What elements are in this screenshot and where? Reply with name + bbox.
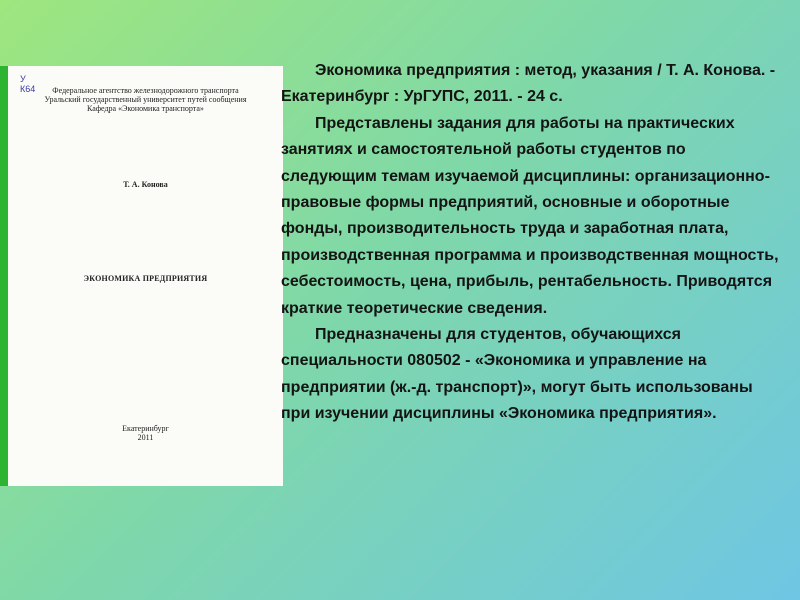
cover-footer	[8, 424, 283, 442]
cover-header	[8, 86, 283, 113]
cover-author: Т. А. Конова	[123, 180, 168, 189]
cover-handwritten-line: У	[20, 74, 26, 84]
cover-year: 2011	[137, 433, 154, 442]
cover-header-line: Кафедра «Экономика транспорта»	[87, 104, 204, 113]
summary-paragraph	[281, 111, 781, 322]
citation-paragraph	[281, 58, 781, 111]
cover-header-line: Уральский государственный университет путей сообщения	[44, 95, 247, 104]
book-cover-image	[8, 66, 283, 486]
cover-city: Екатеринбург	[122, 424, 169, 433]
citation-text: Экономика предприятия : метод, указания / Т. А. Конова. - Екатеринбург : УрГУПС, 2011. - 24 с.	[281, 62, 776, 106]
cover-handwritten-line: К64	[20, 84, 36, 94]
cover-header-line: Федеральное агентство железнодорожного транспорта	[52, 86, 239, 95]
description-text	[281, 58, 781, 428]
cover-title: ЭКОНОМИКА ПРЕДПРИЯТИЯ	[83, 274, 208, 283]
summary-text: Представлены задания для работы на практических занятиях и самостоятельной работы студентов по следующим темам изучаемой дисциплины: организационно-правовые формы предприятий, основные и оборотные фонды, производительность труда и заработная плата, производственная программа и производственная мощность, себестоимость, цена, прибыль, рентабельность. Приводятся краткие теоретические сведения.	[281, 114, 779, 317]
audience-text: Предназначены для студентов, обучающихся специальности 080502 - «Экономика и управление на предприятии (ж.-д. транспорт)», могут быть использованы при изучении дисциплины «Экономика предприятия».	[281, 326, 753, 423]
audience-paragraph	[281, 322, 781, 428]
